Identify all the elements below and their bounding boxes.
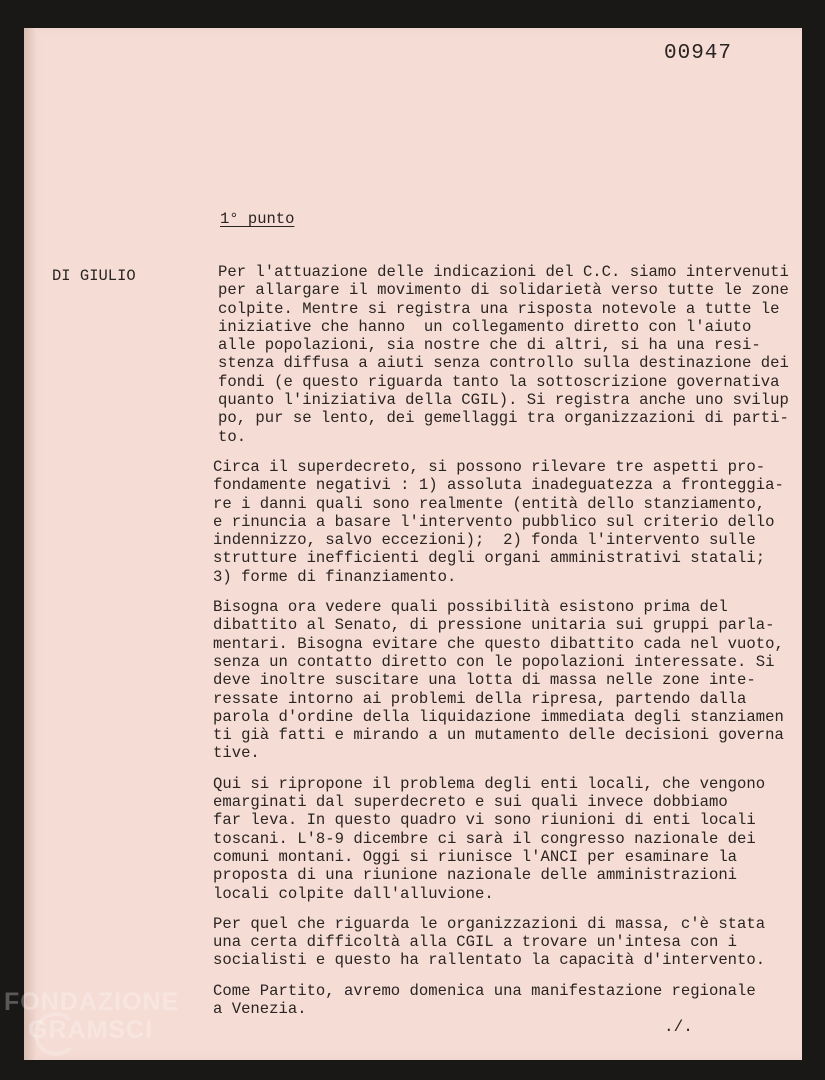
document-number: 00947	[664, 42, 733, 65]
continuation-mark: ./.	[664, 1018, 693, 1036]
watermark-line-1: FONDAZIONE	[4, 988, 180, 1016]
paragraph-5: Per quel che riguarda le organizzazioni di massa, c'è stata una certa difficoltà alla CGIL a trovare un'intesa con i socialisti e questo ha rallentato la capacità d'intervento.	[213, 914, 766, 970]
paragraph-1: Per l'attuazione delle indicazioni del C.C. siamo intervenuti per allargare il movimento di solidarietà verso tutte le zone colpite. Mentre si registra una risposta notevole a tutte le iniziative che hanno un collegamento diretto con l'aiuto alle popolazioni, sia nostre che di altri, si ha una resi- stenza diffusa a aiuti senza controllo sulla destinazione dei fondi (e questo riguarda tanto la sottoscrizione governativa quanto l'iniziativa della CGIL). Si registra anche uno svilup po, pur se lento, dei gemellaggi tra organizzazioni di parti- to.	[218, 263, 789, 446]
paragraph-2: Circa il superdecreto, si possono rilevare tre aspetti pro- fondamente negativi : 1) assoluta inadeguatezza a fronteggia- re i danni quali sono realmente (entità dello stanziamento, e rinuncia a basare l'intervento pubblico sul criterio dello indennizzo, salvo eccezioni); 2) fonda l'intervento sulle strutture inefficienti degli organi amministrativi statali; 3) forme di finanziamento.	[213, 457, 784, 586]
speaker-name: DI GIULIO	[52, 267, 136, 285]
section-heading: 1° punto	[220, 210, 295, 228]
watermark	[4, 990, 179, 1043]
paragraph-4: Qui si ripropone il problema degli enti locali, che vengono emarginati dal superdecreto e sui quali invece dobbiamo far leva. In questo quadro vi sono riunioni di enti locali toscani. L'8-9 dicembre ci sarà il congresso nazionale dei comuni montani. Oggi si riunisce l'ANCI per esaminare la proposta di una riunione nazionale delle amministrazioni locali colpite dall'alluvione.	[213, 774, 766, 903]
watermark-line-2: GRAMSCI	[28, 1016, 154, 1044]
paragraph-3: Bisogna ora vedere quali possibilità esistono prima del dibattito al Senato, di pressione unitaria sui gruppi parla- mentari. Bisogna evitare che questo dibattito cada nel vuoto, senza un contatto diretto con le popolazioni interessate. Si deve inoltre suscitare una lotta di massa nelle zone inte- ressate intorno ai problemi della ripresa, partendo dalla parola d'ordine della liquidazione immediata degli stanziamen ti già fatti e mirando a un mutamento delle decisioni governa tive.	[213, 598, 784, 763]
paragraph-6: Come Partito, avremo domenica una manifestazione regionale a Venezia.	[213, 981, 756, 1018]
document-body	[213, 263, 798, 1030]
page-binding-edge	[24, 28, 38, 1060]
